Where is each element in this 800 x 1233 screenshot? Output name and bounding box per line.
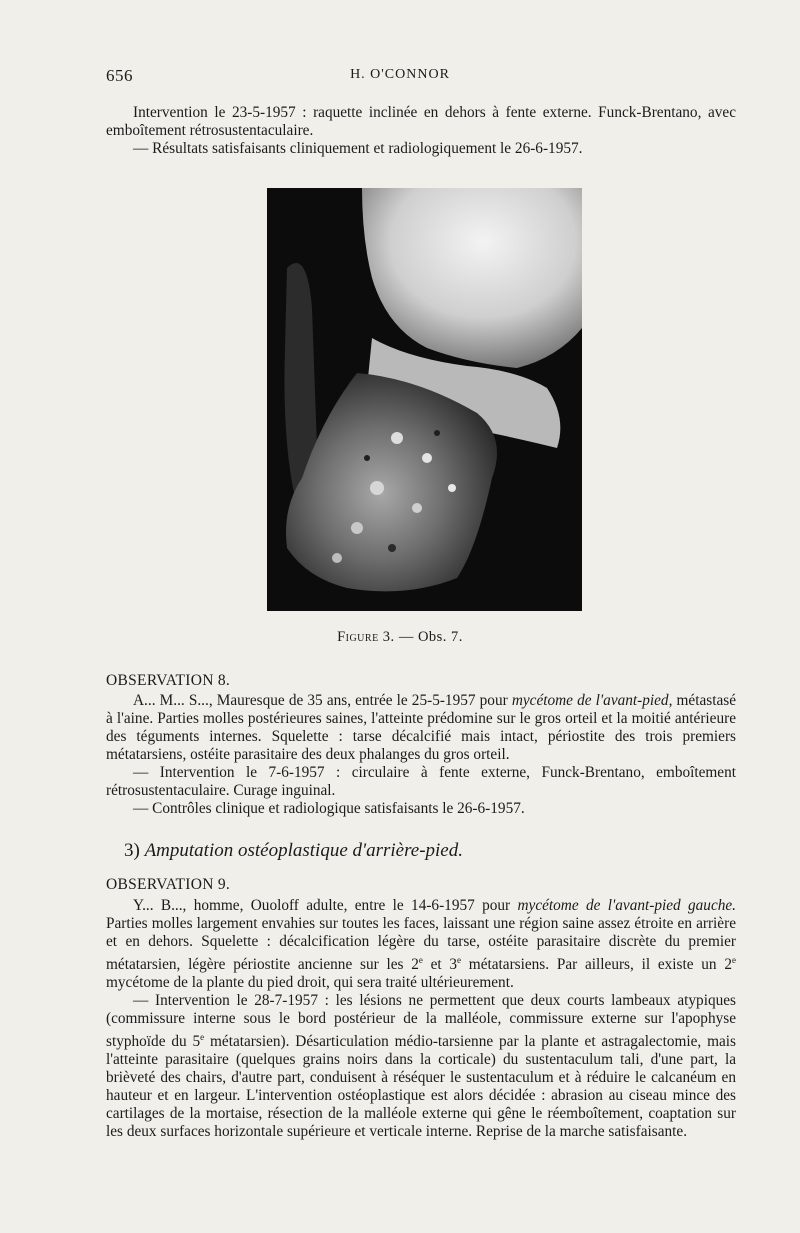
figure-photo xyxy=(267,188,582,611)
obs8-paragraph-1: A... M... S..., Mauresque de 35 ans, entrée le 25-5-1957 pour mycétome de l'avant-pied, métastasé à l'aine. Parties molles postérieures saines, l'atteinte prédomine sur le gros orteil et la moitié antérieure des téguments internes. Squelette : tarse décalcifié mais intact, périostite des trois premiers métatarsiens, ostéite parasitaire des deux phalanges du gros orteil. xyxy=(106,692,736,763)
observation-8-heading: OBSERVATION 8. xyxy=(106,672,231,689)
running-title: H. O'CONNOR xyxy=(350,67,450,82)
caption-label: Figure 3. xyxy=(337,629,395,645)
figure-caption xyxy=(0,629,800,646)
obs8-paragraph-2: — Intervention le 7-6-1957 : circulaire à fente externe, Funck-Brentano, emboîtement rétrosustentaculaire. Curage inguinal. xyxy=(106,764,736,799)
section-number: 3) xyxy=(124,840,140,861)
foot-photograph xyxy=(267,188,582,611)
page-number: 656 xyxy=(106,66,133,85)
top-paragraph xyxy=(106,104,736,158)
caption-text: — Obs. 7. xyxy=(394,629,463,645)
intervention-text: Intervention le 23-5-1957 : raquette inclinée en dehors à fente externe. Funck-Brentano, avec emboîtement rétrosustentaculaire. xyxy=(106,104,736,139)
obs9-paragraph-1: Y... B..., homme, Ouoloff adulte, entre le 14-6-1957 pour mycétome de l'avant-pied gauche. Parties molles largement envahies sur toutes les faces, laissant une région saine assez étroite en arrière et en dehors. Squelette : décalcification légère du tarse, ostéite parasitaire discrète du premier métatarsien, légère périostite ancienne sur les 2e et 3e métatarsiens. Par ailleurs, il existe un 2e mycétome de la plante du pied droit, qui sera traité ultérieurement. xyxy=(106,897,737,992)
observation-8-body xyxy=(106,692,736,818)
section-heading xyxy=(124,840,463,862)
observation-9-body xyxy=(106,897,736,1141)
section-title: Amputation ostéoplastique d'arrière-pied. xyxy=(144,840,463,861)
results-text: — Résultats satisfaisants cliniquement et radiologiquement le 26-6-1957. xyxy=(133,140,583,157)
obs8-paragraph-3: — Contrôles clinique et radiologique satisfaisants le 26-6-1957. xyxy=(133,800,525,817)
observation-9-heading: OBSERVATION 9. xyxy=(106,876,231,893)
obs9-paragraph-2: — Intervention le 28-7-1957 : les lésions ne permettent que deux courts lambeaux atypiques (commissure interne sous le bord postérieur de la malléole, commissure externe sur l'apophyse styphoïde du 5e métatarsien). Désarticulation médio-tarsienne par la plante et astragalectomie, mais l'atteinte parasitaire (quelques grains noirs dans la corticale) du sustentaculum tali, d'une part, la brièveté des chairs, d'autre part, conduisent à réséquer le sustentaculum et à réduire le calcanéum en hauteur et en largeur. L'intervention ostéoplastique est alors décidée : abrasion au ciseau mince des cartilages de la mortaise, résection de la malléole externe qui gêne le réemboîtement, coaptation sur les deux surfaces horizontale supérieure et verticale interne. Reprise de la marche satisfaisante. xyxy=(106,992,736,1141)
